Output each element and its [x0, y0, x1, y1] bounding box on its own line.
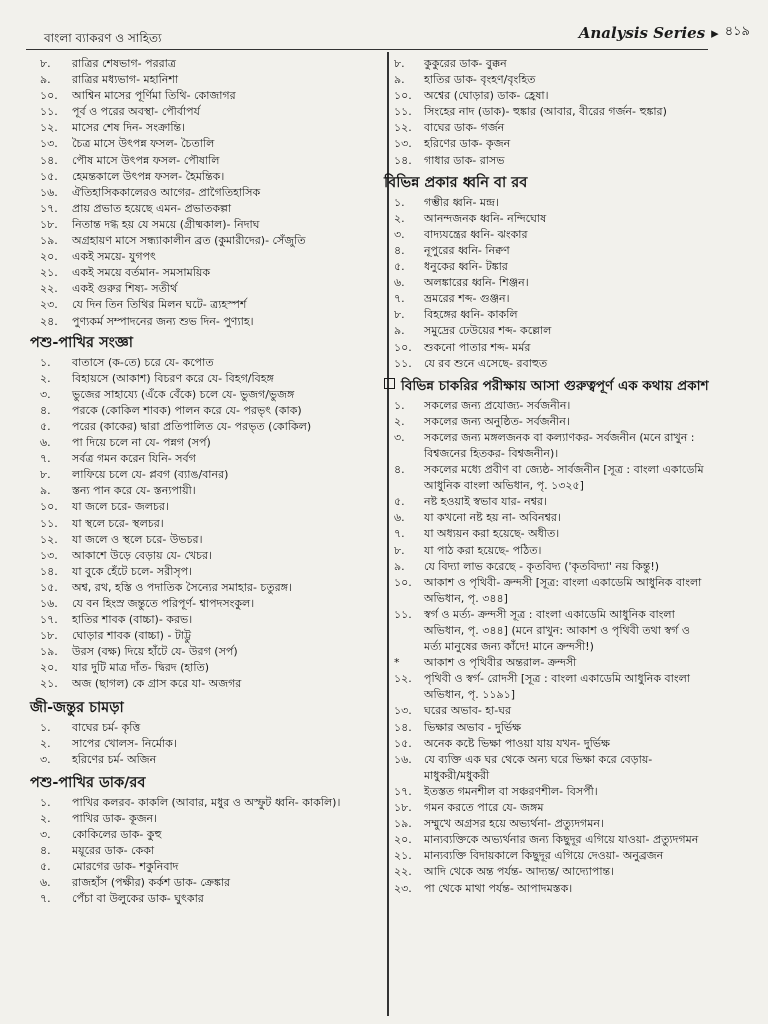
list-item [40, 104, 380, 120]
item-text: একই সময়ে- যুগপৎ [72, 250, 156, 264]
list-item [394, 211, 756, 227]
item-number: ৩. [40, 752, 51, 766]
list-item [40, 169, 380, 185]
item-text: স্তন্য পান করে যে- স্তন্যপায়ী। [72, 484, 196, 498]
item-number: ২৪. [40, 314, 58, 328]
list-item [40, 483, 380, 499]
item-number: ১৩. [394, 704, 412, 718]
list-item [40, 548, 380, 564]
item-number: ১২. [394, 121, 412, 135]
item-number: ৯. [394, 73, 405, 87]
list-item [40, 827, 380, 843]
item-text: পূর্ব ও পরের অবস্থা- পৌর্বাপর্য [72, 105, 200, 119]
series-title: Analysis Series [578, 23, 706, 42]
header-rule [26, 49, 708, 50]
list-item [394, 832, 756, 848]
list-item [394, 430, 756, 446]
item-number: ১৭. [40, 201, 58, 215]
list-item [40, 419, 380, 435]
item-text: মান্যব্যক্তিকে অভ্যর্থনার জন্য কিছুদূর এগিয়ে যাওয়া- প্রত্যুদগমন [424, 833, 699, 847]
list-item [40, 499, 380, 515]
arrow-icon: ▸ [711, 23, 719, 42]
list-item [40, 387, 380, 403]
list-item [40, 580, 380, 596]
list-item [40, 752, 380, 768]
list-item [40, 297, 380, 313]
list-item [394, 543, 756, 559]
item-text: কুকুরের ডাক- বুক্কন [424, 57, 507, 70]
item-number: ১৯. [394, 817, 412, 831]
item-text: মাসের শেষ দিন- সংক্রান্তি। [72, 121, 186, 135]
item-number: ১৯. [40, 234, 58, 248]
item-text: চৈত্র মাসে উৎপন্ন ফসল- চৈতালি [72, 137, 215, 151]
item-text: গাধার ডাক- রাসভ [424, 153, 505, 167]
item-text: সাপের খোলস- নির্মোক। [72, 736, 177, 750]
list-item [394, 703, 756, 719]
item-number: ১৩. [394, 137, 412, 151]
item-text: পুণ্যকর্ম সম্পাদনের জন্য শুভ দিন- পুণ্যাহ। [72, 314, 254, 328]
item-text: যে দিন তিন তিথির মিলন ঘটে- ত্র্যহস্পর্শ [72, 298, 247, 312]
item-text: অগ্রহায়ণ মাসে সন্ধ্যাকালীন ব্রত (কুমারীদের)- সেঁজুতি [72, 234, 306, 248]
item-number: ৪. [394, 463, 405, 477]
item-number: ১২. [40, 532, 58, 546]
item-text: নূপুরের ধ্বনি- নিক্বণ [424, 243, 510, 257]
item-number: ২২. [40, 282, 58, 296]
item-text-continuation: অভিধান, পৃ. ৩৪৪] [424, 591, 508, 605]
item-text: পাখির ডাক- কূজন। [72, 811, 158, 825]
item-number: ৫. [394, 260, 405, 274]
item-number: ১১. [40, 516, 58, 530]
item-text: ভ্রমরের শব্দ- গুঞ্জন। [424, 292, 510, 306]
item-text: অনেক কষ্টে ভিক্ষা পাওয়া যায় যখন- দুর্ভিক্ষ [424, 736, 610, 750]
list-item [40, 451, 380, 467]
series-label [579, 22, 750, 43]
item-number: ১৭. [394, 784, 412, 798]
page-number: ৪১৯ [724, 24, 750, 39]
item-number: ১৮. [40, 629, 58, 643]
list-item [40, 843, 380, 859]
item-text: বাঘের ডাক- গর্জন [424, 121, 505, 135]
item-number: ৩. [394, 227, 405, 241]
list-item [394, 195, 756, 211]
item-number: ১০. [40, 500, 58, 514]
item-number: ১২. [40, 121, 58, 135]
item-number: ১৬. [40, 185, 58, 199]
list-item [40, 644, 380, 660]
item-number: ১৫. [394, 736, 412, 750]
item-text: পা দিয়ে চলে না যে- পন্নগ (সর্প) [72, 436, 211, 450]
list-item [394, 275, 756, 291]
list-item [40, 314, 380, 330]
item-text: উরস (বক্ষ) দিয়ে হাঁটে যে- উরগ (সর্প) [72, 645, 238, 659]
item-text: ঘরের অভাব- হা-ঘর [424, 704, 512, 718]
item-text-continuation: অভিধান, পৃ. ১১৯১] [424, 688, 516, 702]
item-text: সমুদ্রের ঢেউয়ের শব্দ- কল্লোল [424, 324, 552, 338]
item-number: ১০. [394, 340, 412, 354]
item-number: ২. [40, 811, 51, 825]
item-text: বাদ্যযন্ত্রের ধ্বনি- ঝংকার [424, 227, 528, 241]
list-item [40, 185, 380, 201]
item-number: ১৮. [40, 217, 58, 231]
item-text: আকাশে উড়ে বেড়ায় যে- খেচর। [72, 548, 212, 562]
item-number: ১. [40, 355, 51, 369]
item-text: সকলের জন্য অনুষ্ঠিত- সর্বজনীন। [424, 414, 570, 428]
item-number: ১৫. [40, 169, 58, 183]
list-item [394, 104, 756, 120]
item-text: ঐতিহাসিককালেরও আগের- প্রাগৈতিহাসিক [72, 185, 261, 199]
item-number: ৪. [394, 243, 405, 257]
item-text: যে বিদ্যা লাভ করেছে - কৃতবিদ্য ('কৃতবিদ্যা' নয় কিন্তু!) [424, 559, 660, 573]
list-item [40, 628, 380, 644]
item-text: মান্যব্যক্তি বিদায়কালে কিছুদূর এগিয়ে দেওয়া- অনুব্রজন [424, 849, 664, 863]
item-number: ৬. [40, 876, 51, 890]
item-number: ৭. [394, 527, 405, 541]
item-number: ১. [394, 398, 405, 412]
item-text-continuation: মর্ত্য মানুষের জন্য কাঁদে! মানে ক্রন্দসী!) [424, 640, 594, 654]
item-number: ৭. [394, 292, 405, 306]
item-text: স্বর্গ ও মর্ত্য- ক্রন্দসী সূত্র : বাংলা একাডেমি আধুনিক বাংলা [424, 607, 675, 621]
column-divider [387, 52, 389, 1016]
item-number: ১. [394, 195, 405, 209]
item-text: আদি থেকে অন্ত পর্যন্ত- আদ্যন্ত/ আদ্যোপান্ত। [424, 865, 615, 879]
section-heading: জী-জন্তুর চামড়া [30, 699, 124, 716]
list-item [394, 291, 756, 307]
item-number: ১৪. [394, 720, 412, 734]
item-number: ৯. [40, 73, 51, 87]
list-item [40, 403, 380, 419]
item-number: ১. [40, 720, 51, 734]
item-text: আনন্দজনক ধ্বনি- নন্দিঘোষ [424, 211, 547, 225]
item-number: ২. [40, 371, 51, 385]
list-item [40, 795, 380, 811]
item-number: ৯. [394, 559, 405, 573]
item-text: সকলের জন্য মঙ্গলজনক বা কল্যাণকর- সর্বজনীন (মনে রাখুন : [424, 430, 695, 444]
item-text: অশ্বের (ঘোড়ার) ডাক- হ্রেষা। [424, 89, 549, 103]
list-item [394, 88, 756, 104]
item-text: বাতাসে (ক-তে) চরে যে- কপোত [72, 355, 214, 369]
list-item [394, 356, 756, 372]
list-item [394, 414, 756, 430]
item-number: ৩. [40, 828, 51, 842]
item-number: ১৬. [394, 752, 412, 766]
right-column [384, 56, 756, 897]
item-text: ধনুকের ধ্বনি- টঙ্কার [424, 260, 508, 274]
list-item [394, 671, 756, 687]
item-text: পৃথিবী ও স্বর্গ- রোদসী [সূত্র : বাংলা একাডেমি আধুনিক বাংলা [424, 672, 690, 686]
list-item [394, 120, 756, 136]
item-number: ৮. [394, 543, 405, 557]
item-number: ৭. [40, 892, 51, 906]
item-number: ২১. [40, 266, 58, 280]
list-item [40, 120, 380, 136]
item-number: ১৮. [394, 801, 412, 815]
item-text: হাতির ডাক- বৃংহণ/বৃংহিত [424, 73, 536, 87]
item-text: পৌষ মাসে উৎপন্ন ফসল- পৌষালি [72, 153, 220, 167]
list-item [394, 259, 756, 275]
list-item [40, 56, 380, 72]
list-item [40, 564, 380, 580]
section-heading-text: বিভিন্ন চাকরির পরীক্ষায় আসা গুরুত্বপূর্ণ এক কথায় প্রকাশ [401, 377, 709, 394]
item-text: রাত্রির শেষভাগ- পররাত্র [72, 57, 176, 70]
item-number: ২০. [40, 661, 58, 675]
item-number: ৯. [394, 324, 405, 338]
list-item [40, 136, 380, 152]
item-text: ময়ূরের ডাক- কেকা [72, 844, 155, 858]
item-text: যে রব শুনে এসেছে- রবাহুত [424, 356, 548, 370]
list-item [40, 811, 380, 827]
item-text: ইতস্তত গমনশীল বা সঞ্চরণশীল- বিসর্পী। [424, 784, 598, 798]
list-item [40, 153, 380, 169]
item-number: ৬. [394, 276, 405, 290]
list-item [394, 398, 756, 414]
item-number: ১৪. [40, 564, 58, 578]
item-text-continuation: আধুনিক বাংলা অভিধান, পৃ. ১৩২৫] [424, 479, 584, 493]
list-item [40, 88, 380, 104]
list-item [40, 249, 380, 265]
item-number: ৪. [40, 403, 51, 417]
item-number: ৮. [394, 57, 405, 70]
section-heading [384, 375, 756, 397]
item-number: ১১. [394, 105, 412, 119]
list-item [40, 201, 380, 217]
item-number: ২. [40, 736, 51, 750]
item-text: সকলের জন্য প্রযোজ্য- সর্বজনীন। [424, 398, 571, 412]
item-text: সর্বত্র গমন করেন যিনি- সর্বগ [72, 452, 196, 466]
item-text: পাখির কলরব- কাকলি (আবার, মধুর ও অস্ফুট ধ্বনি- কাকলি)। [72, 795, 341, 809]
item-text: পরকে (কোকিল শাবক) পালন করে যে- পরভৃৎ (কাক) [72, 403, 302, 417]
checkbox-icon [384, 378, 395, 389]
item-text: নিতান্ত দগ্ধ হয় যে সময়ে (গ্রীষ্মকাল)- নিদাঘ [72, 217, 260, 231]
item-number: ১১. [394, 607, 412, 621]
item-text: লাফিয়ে চলে যে- প্লবগ (ব্যাঙ/বানর) [72, 468, 229, 482]
item-text: রাত্রির মধ্যভাগ- মহানিশা [72, 73, 179, 87]
list-item [394, 607, 756, 623]
list-item [394, 307, 756, 323]
list-item [394, 881, 756, 897]
list-item [40, 435, 380, 451]
item-number: ৮. [394, 308, 405, 322]
item-text: মোরগের ডাক- শকুনিবাদ [72, 860, 179, 874]
item-text: একই গুরুর শিষ্য- সতীর্থ [72, 282, 178, 296]
section-heading: বিভিন্ন প্রকার ধ্বনি বা রব [384, 174, 528, 191]
list-item [394, 136, 756, 152]
list-item [40, 596, 380, 612]
item-text: যার দুটি মাত্র দাঁত- দ্বিরদ (হাতি) [72, 661, 210, 675]
list-item [40, 217, 380, 233]
item-number: ২৩. [40, 298, 58, 312]
item-text: যা জলে ও স্থলে চরে- উভচর। [72, 532, 203, 546]
page-header [0, 0, 768, 52]
item-number: ২১. [394, 849, 412, 863]
item-text: পা থেকে মাথা পর্যন্ত- আপাদমস্তক। [424, 881, 573, 895]
item-number: ২. [394, 414, 405, 428]
item-text: আকাশ ও পৃথিবী- ক্রন্দসী [সূত্র: বাংলা একাডেমি আধুনিক বাংলা [424, 575, 702, 589]
item-number: ১৭. [40, 613, 58, 627]
item-number: ১৯. [40, 645, 58, 659]
list-item [394, 526, 756, 542]
section-heading: পশু-পাখির ডাক/রব [30, 774, 146, 791]
item-number: ৬. [40, 436, 51, 450]
list-item [40, 859, 380, 875]
item-number: ১০. [394, 89, 412, 103]
item-text: রাজহাঁস (পক্ষীর) কর্কশ ডাক- ক্রেঙ্কার [72, 876, 231, 890]
item-text: হাতির শাবক (বাচ্চা)- করভ। [72, 613, 193, 627]
item-text: বাঘের চর্ম- কৃত্তি [72, 720, 141, 734]
item-number: ৫. [40, 860, 51, 874]
list-item [394, 56, 756, 72]
list-item [394, 227, 756, 243]
item-text: যে বন হিংস্র জন্তুতে পরিপূর্ণ- শ্বাপদসংকুল। [72, 597, 255, 610]
list-item [40, 265, 380, 281]
item-text: সম্মুখে অগ্রসর হয়ে অভ্যর্থনা- প্রত্যুদগমন। [424, 817, 604, 831]
list-item [40, 355, 380, 371]
item-number: ১১. [40, 105, 58, 119]
item-text: ভুজের সাহায্যে (এঁকে বেঁকে) চলে যে- ভুজগ/ভুজঙ্গ [72, 387, 295, 401]
list-item [40, 875, 380, 891]
list-item [40, 516, 380, 532]
item-number: ২০. [394, 833, 412, 847]
item-number: ২৩. [394, 881, 412, 895]
item-text: হরিণের ডাক- কৃজন [424, 137, 511, 151]
list-item [394, 340, 756, 356]
list-item [40, 676, 380, 692]
item-number: ২. [394, 211, 405, 225]
item-number: ১৫. [40, 580, 58, 594]
list-item [40, 233, 380, 249]
list-item [40, 736, 380, 752]
item-text-continuation: বিশ্বজনের হিতকর- বিশ্বজনীন)। [424, 446, 559, 460]
section-heading: পশু-পাখির সংজ্ঞা [30, 334, 133, 351]
item-text: যা বুকে হেঁটে চলে- সরীসৃপ। [72, 564, 193, 578]
list-item [394, 848, 756, 864]
list-item [394, 736, 756, 752]
item-text: বিহঙ্গের ধ্বনি- কাকলি [424, 308, 518, 322]
item-text: যা স্থলে চরে- স্থলচর। [72, 516, 164, 530]
item-number: ৭. [40, 452, 51, 466]
list-item [40, 891, 380, 907]
item-text: যে ব্যক্তি এক ঘর থেকে অন্য ঘরে ভিক্ষা করে বেড়ায়- [424, 752, 653, 766]
item-text: পরের (কাকের) দ্বারা প্রতিপালিত যে- পরভৃত (কোকিল) [72, 419, 312, 433]
item-number: ৬. [394, 511, 405, 525]
item-text: প্রায় প্রভাত হয়েছে এমন- প্রভাতকল্পা [72, 201, 232, 215]
item-text: সকলের মধ্যে প্রবীণ বা জ্যেষ্ঠ- সার্বজনীন [সূত্র : বাংলা একাডেমি [424, 463, 704, 477]
item-text: অশ্ব, রথ, হস্তি ও পদাতিক সৈন্যের সমাহার- চতুরঙ্গ। [72, 580, 292, 594]
item-text-continuation: অভিধান, পৃ. ৩৪৪] (মনে রাখুন: আকাশ ও পৃথিবী তথা স্বর্গ ও [424, 624, 690, 637]
list-item [40, 720, 380, 736]
list-item [40, 72, 380, 88]
item-number: ৮. [40, 57, 51, 70]
item-text-continuation: মাধুকরী/মধুকরী [424, 768, 490, 782]
item-text: ঘোড়ার শাবক (বাচ্চা) - টাট্টু [72, 629, 192, 643]
item-text: যা কখনো নষ্ট হয় না- অবিনশ্বর। [424, 511, 561, 525]
item-text: শুকনো পাতার শব্দ- মর্মর [424, 340, 531, 354]
list-item [394, 462, 756, 478]
item-number: ৪. [40, 844, 51, 858]
item-text: অজ (ছাগল) কে গ্রাস করে যা- অজগর [72, 677, 242, 691]
item-number: ১১. [394, 356, 412, 370]
item-number: ১৪. [394, 153, 412, 167]
item-text: পেঁচা বা উলুকের ডাক- ঘুৎকার [72, 892, 204, 906]
list-item [394, 784, 756, 800]
item-text: অলঙ্কারের ধ্বনি- শিঞ্জন। [424, 276, 529, 290]
list-item [394, 575, 756, 591]
list-item [40, 467, 380, 483]
item-number: ১. [40, 795, 51, 809]
list-item [394, 510, 756, 526]
list-item [394, 323, 756, 339]
item-text: গম্ভীর ধ্বনি- মন্দ্র। [424, 195, 499, 209]
book-title: বাংলা ব্যাকরণ ও সাহিত্য [44, 31, 162, 45]
item-number: ৩. [394, 430, 405, 444]
item-text: আকাশ ও পৃথিবীর অন্তরাল- ক্রন্দসী [424, 656, 577, 670]
item-text: কোকিলের ডাক- কুহু [72, 828, 162, 842]
item-number: ১৩. [40, 137, 58, 151]
item-number: ১০. [394, 575, 412, 589]
list-item [394, 243, 756, 259]
item-number: ১৩. [40, 548, 58, 562]
list-item [394, 72, 756, 88]
list-item [40, 371, 380, 387]
item-text: হরিণের চর্ম- অজিন [72, 752, 157, 766]
item-number: ৩. [40, 387, 51, 401]
item-text: নষ্ট হওয়াই স্বভাব যার- নশ্বর। [424, 495, 547, 509]
item-number: ২০. [40, 250, 58, 264]
list-item [394, 752, 756, 768]
list-item [394, 655, 756, 671]
item-number: ২২. [394, 865, 412, 879]
item-text: গমন করতে পারে যে- জঙ্গম [424, 801, 544, 815]
item-number: ১৪. [40, 153, 58, 167]
list-item [394, 494, 756, 510]
item-number: ১৬. [40, 597, 58, 610]
left-column [30, 56, 380, 908]
list-item [394, 816, 756, 832]
item-number: ১২. [394, 672, 412, 686]
list-item [40, 532, 380, 548]
list-item [40, 660, 380, 676]
item-number: ২১. [40, 677, 58, 691]
list-item [394, 800, 756, 816]
item-text: হেমন্তকালে উৎপন্ন ফসল- হৈমন্তিক। [72, 169, 225, 183]
item-text: যা জলে চরে- জলচর। [72, 500, 169, 514]
list-item [394, 720, 756, 736]
list-item [394, 559, 756, 575]
item-number: ১০. [40, 89, 58, 103]
list-item [394, 153, 756, 169]
list-item [40, 281, 380, 297]
item-number: ৫. [40, 419, 51, 433]
item-number: ৯. [40, 484, 51, 498]
item-number: ৮. [40, 468, 51, 482]
item-text: সিংহের নাদ (ডাক)- হুঙ্কার (আবার, বীরের গর্জন- হুঙ্কার) [424, 105, 667, 119]
item-text: যা অধ্যয়ন করা হয়েছে- অধীত। [424, 527, 560, 541]
item-number: ৫. [394, 495, 405, 509]
list-item [394, 864, 756, 880]
item-text: বিহায়সে (আকাশ) বিচরণ করে যে- বিহগ/বিহঙ্গ [72, 371, 274, 385]
item-text: ভিক্ষার অভাব - দুর্ভিক্ষ [424, 720, 522, 734]
item-number: * [394, 656, 400, 670]
item-text: একই সময়ে বর্তমান- সমসাময়িক [72, 266, 211, 280]
item-text: আশ্বিন মাসের পূর্ণিমা তিথি- কোজাগর [72, 89, 236, 103]
list-item [40, 612, 380, 628]
item-text: যা পাঠ করা হয়েছে- পঠিত। [424, 543, 542, 557]
